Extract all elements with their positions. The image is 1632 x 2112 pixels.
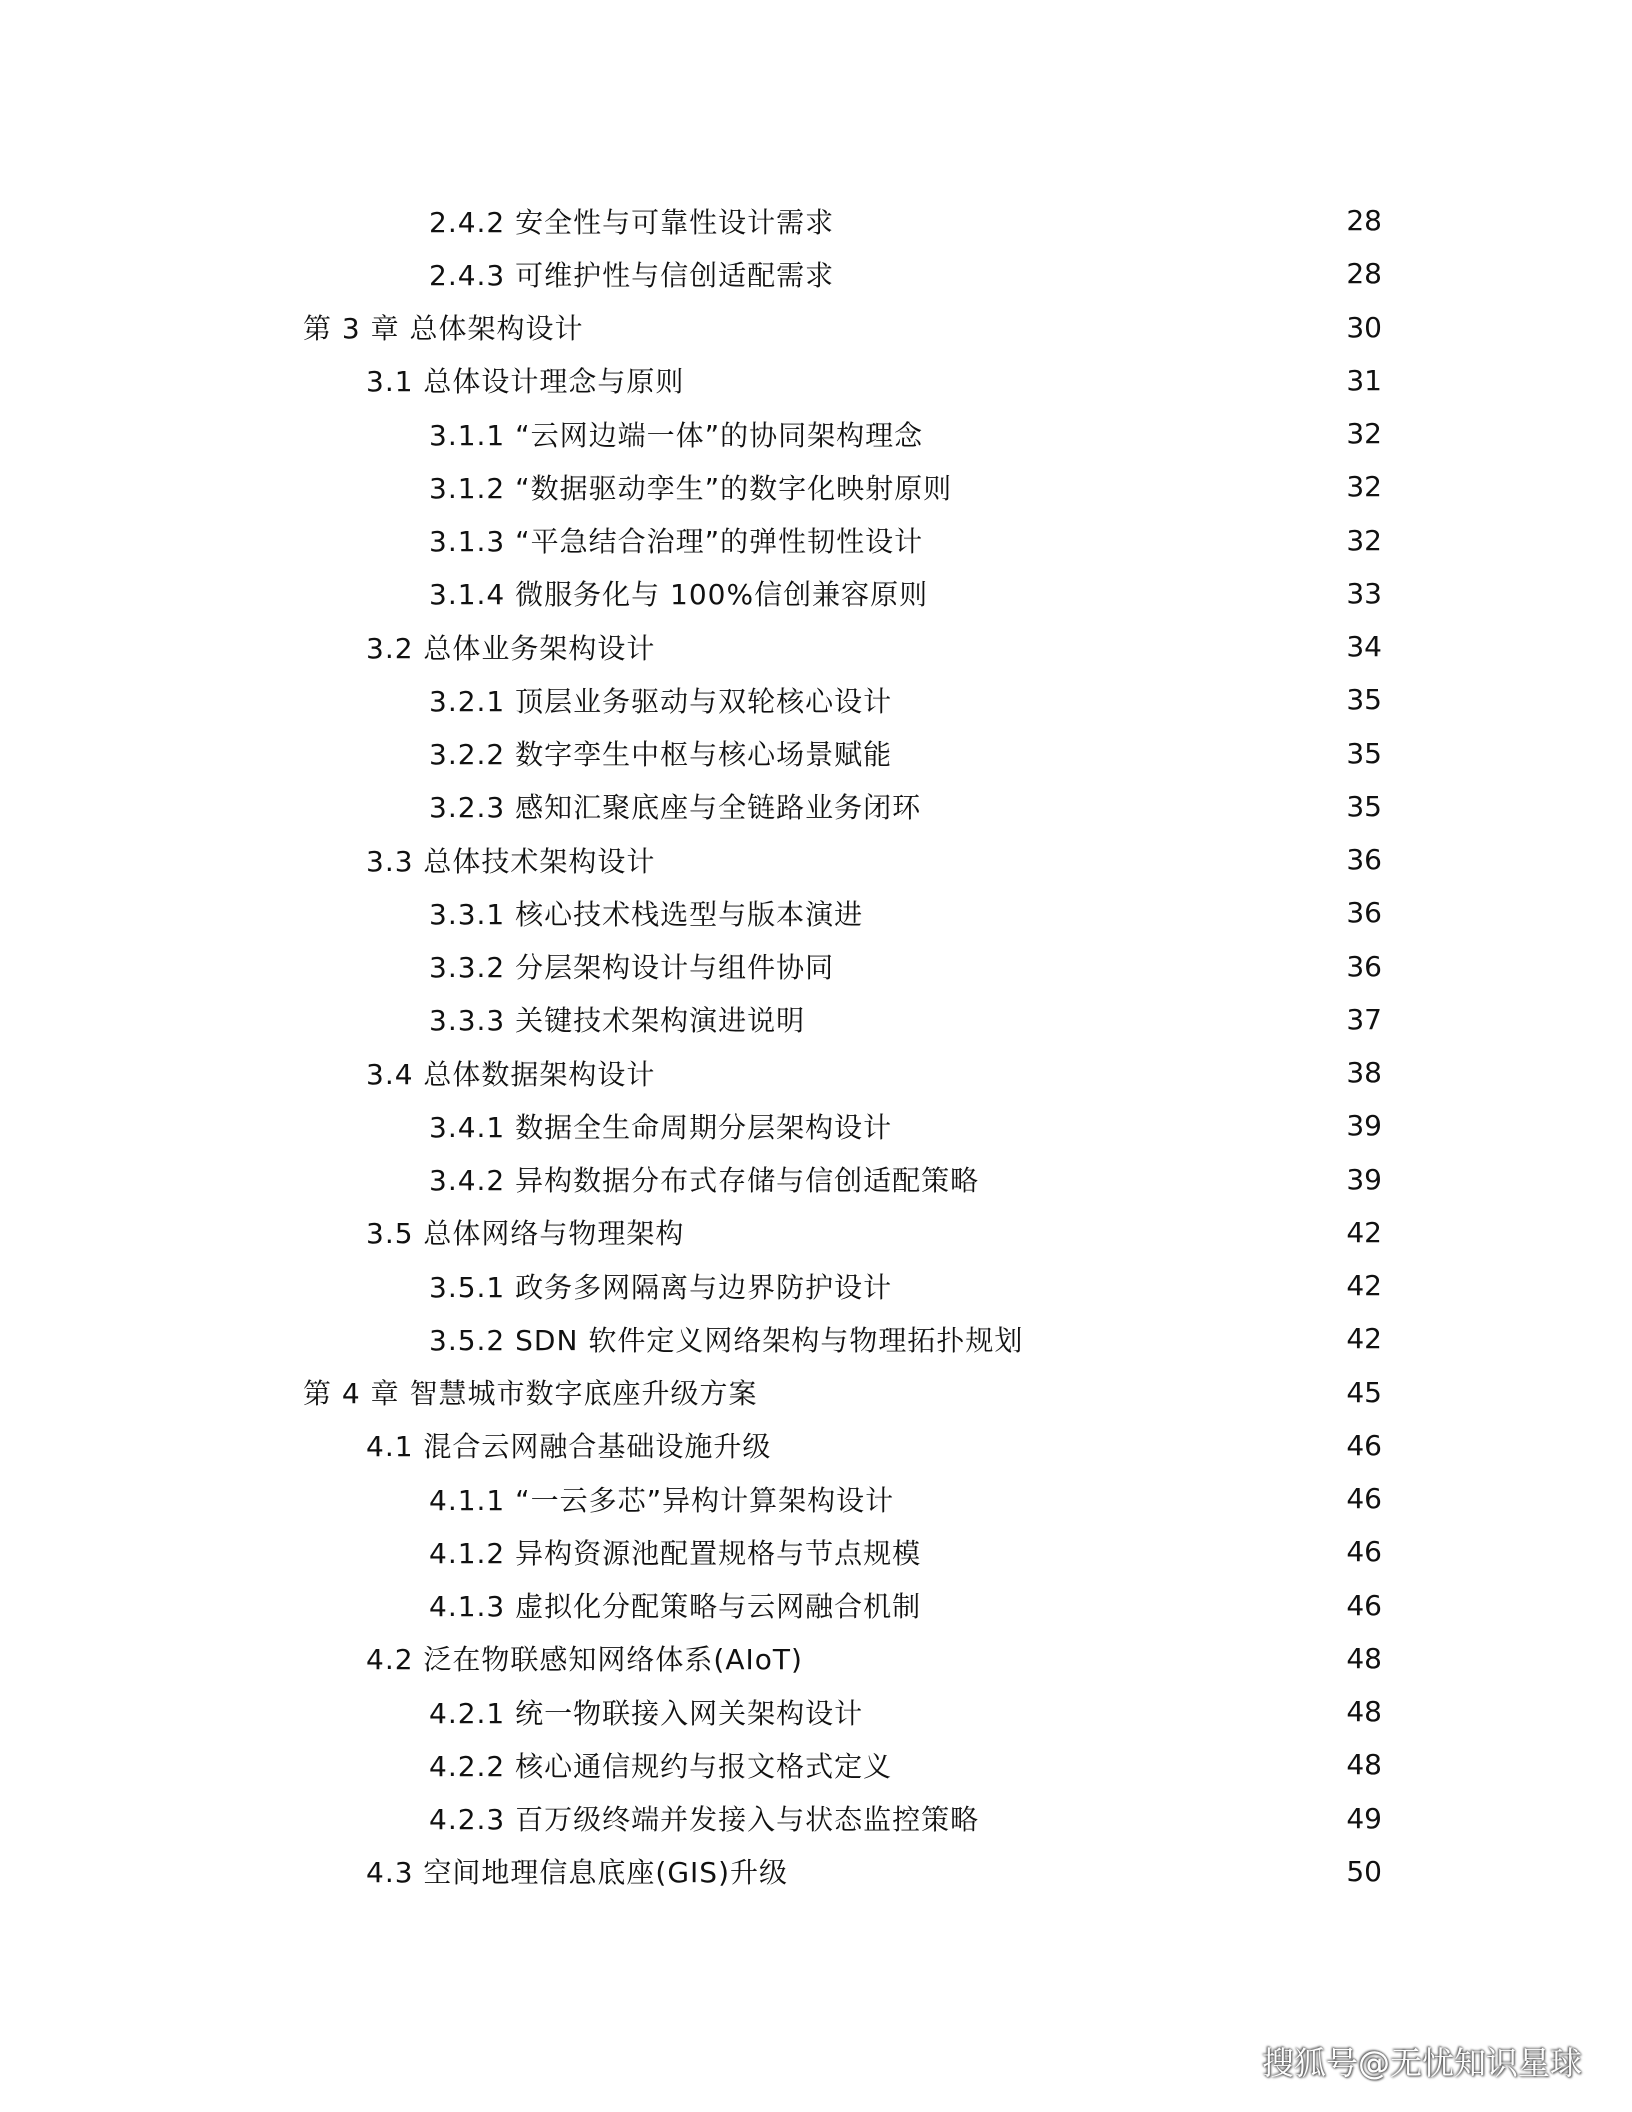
toc-entry[interactable] — [0, 886, 1632, 939]
toc-entry[interactable] — [0, 1792, 1632, 1845]
toc-entry[interactable] — [0, 1259, 1632, 1312]
toc-entry-title: 3.1.1 “云网边端一体”的协同架构理念 — [429, 418, 924, 452]
toc-entry-page-number: 39 — [1346, 1162, 1382, 1196]
toc-entry-title: 3.2 总体业务架构设计 — [366, 631, 656, 665]
toc-entry-page-number: 46 — [1346, 1588, 1382, 1622]
toc-entry-title: 4.1.3 虚拟化分配策略与云网融合机制 — [429, 1590, 922, 1624]
toc-entry-title: 4.3 空间地理信息底座(GIS)升级 — [366, 1856, 789, 1890]
toc-entry-page-number: 35 — [1346, 736, 1382, 770]
toc-dot-leader — [809, 1644, 1338, 1672]
toc-entry-page-number: 35 — [1346, 683, 1382, 717]
toc-dot-leader — [898, 1751, 1338, 1779]
toc-entry-page-number: 36 — [1346, 949, 1382, 983]
toc-entry-page-number: 35 — [1346, 789, 1382, 823]
watermark: 搜狐号@无忧知识星球 — [1262, 2044, 1583, 2082]
toc-entry[interactable] — [0, 194, 1632, 247]
toc-dot-leader — [985, 1165, 1338, 1193]
toc-entry-title: 3.4 总体数据架构设计 — [366, 1057, 656, 1091]
toc-entry-title: 4.2.1 统一物联接入网关架构设计 — [429, 1696, 864, 1730]
toc-entry-title: 3.3 总体技术架构设计 — [366, 844, 656, 878]
toc-dot-leader — [590, 313, 1339, 341]
toc-dot-leader — [929, 420, 1338, 448]
toc-entry[interactable] — [0, 1366, 1632, 1419]
toc-dot-leader — [927, 792, 1338, 820]
toc-entry-title: 3.1.3 “平急结合治理”的弹性韧性设计 — [429, 525, 924, 559]
toc-entry-title: 3.1 总体设计理念与原则 — [366, 365, 685, 399]
toc-entry-page-number: 46 — [1346, 1535, 1382, 1569]
toc-entry-title: 3.2.1 顶层业务驱动与双轮核心设计 — [429, 684, 893, 718]
toc-dot-leader — [869, 899, 1338, 927]
toc-entry-page-number: 36 — [1346, 896, 1382, 930]
toc-entry[interactable] — [0, 1738, 1632, 1791]
toc-dot-leader — [777, 1431, 1338, 1459]
toc-entry[interactable] — [0, 780, 1632, 833]
toc-entry[interactable] — [0, 567, 1632, 620]
toc-entry-page-number: 42 — [1346, 1322, 1382, 1356]
toc-dot-leader — [898, 1112, 1338, 1140]
toc-entry[interactable] — [0, 1632, 1632, 1685]
toc-dot-leader — [898, 739, 1338, 767]
toc-entry-page-number: 36 — [1346, 843, 1382, 877]
toc-dot-leader — [985, 1804, 1338, 1832]
toc-dot-leader — [811, 1005, 1338, 1033]
toc-entry-title: 3.5.2 SDN 软件定义网络架构与物理拓扑规划 — [429, 1323, 1024, 1357]
toc-dot-leader — [840, 260, 1338, 288]
toc-entry-page-number: 42 — [1346, 1215, 1382, 1249]
toc-entry-page-number: 38 — [1346, 1056, 1382, 1090]
toc-entry[interactable] — [0, 727, 1632, 780]
toc-dot-leader — [690, 366, 1338, 394]
toc-entry-title: 3.1.2 “数据驱动孪生”的数字化映射原则 — [429, 471, 953, 505]
toc-dot-leader — [929, 526, 1338, 554]
toc-dot-leader — [934, 579, 1338, 607]
toc-entry-page-number: 48 — [1346, 1695, 1382, 1729]
toc-entry-title: 3.5.1 政务多网隔离与边界防护设计 — [429, 1270, 893, 1304]
toc-entry-title: 第 4 章 智慧城市数字底座升级方案 — [303, 1377, 758, 1411]
toc-dot-leader — [927, 1538, 1338, 1566]
toc-entry-page-number: 45 — [1346, 1375, 1382, 1409]
toc-entry-title: 2.4.3 可维护性与信创适配需求 — [429, 258, 835, 292]
toc-entry-title: 2.4.2 安全性与可靠性设计需求 — [429, 205, 835, 239]
toc-entry-title: 4.1 混合云网融合基础设施升级 — [366, 1430, 772, 1464]
toc-entry[interactable] — [0, 247, 1632, 300]
toc-entry[interactable] — [0, 354, 1632, 407]
toc-entry-title: 4.1.1 “一云多芯”异构计算架构设计 — [429, 1483, 895, 1517]
toc-dot-leader — [661, 1059, 1338, 1087]
toc-entry-page-number: 48 — [1346, 1641, 1382, 1675]
toc-entry[interactable] — [0, 407, 1632, 460]
toc-entry[interactable] — [0, 1685, 1632, 1738]
toc-entry[interactable] — [0, 514, 1632, 567]
toc-entry-title: 3.3.3 关键技术架构演进说明 — [429, 1004, 806, 1038]
toc-entry-page-number: 42 — [1346, 1269, 1382, 1303]
toc-entry-title: 4.2 泛在物联感知网络体系(AIoT) — [366, 1643, 803, 1677]
toc-entry[interactable] — [0, 1419, 1632, 1472]
toc-entry-title: 4.2.3 百万级终端并发接入与状态监控策略 — [429, 1803, 980, 1837]
toc-dot-leader — [869, 1698, 1338, 1726]
toc-entry-title: 3.1.4 微服务化与 100%信创兼容原则 — [429, 578, 929, 612]
toc-dot-leader — [958, 473, 1338, 501]
toc-dot-leader — [690, 1218, 1338, 1246]
toc-entry[interactable] — [0, 1206, 1632, 1259]
toc-entry-title: 第 3 章 总体架构设计 — [303, 312, 584, 346]
toc-dot-leader — [840, 207, 1338, 235]
toc-entry-page-number: 49 — [1346, 1801, 1382, 1835]
toc-dot-leader — [900, 1485, 1338, 1513]
toc-entry-page-number: 32 — [1346, 417, 1382, 451]
toc-entry[interactable] — [0, 993, 1632, 1046]
toc-entry[interactable] — [0, 1153, 1632, 1206]
toc-entry-page-number: 33 — [1346, 576, 1382, 610]
toc-dot-leader — [764, 1378, 1339, 1406]
toc-entry-page-number: 46 — [1346, 1428, 1382, 1462]
toc-dot-leader — [1029, 1325, 1338, 1353]
toc-entry-title: 3.4.1 数据全生命周期分层架构设计 — [429, 1110, 893, 1144]
table-of-contents — [0, 194, 1632, 1898]
toc-entry-page-number: 28 — [1346, 204, 1382, 238]
toc-entry-page-number: 32 — [1346, 470, 1382, 504]
toc-entry-page-number: 28 — [1346, 257, 1382, 291]
toc-entry[interactable] — [0, 673, 1632, 726]
toc-entry-page-number: 32 — [1346, 523, 1382, 557]
toc-entry[interactable] — [0, 620, 1632, 673]
toc-entry[interactable] — [0, 1525, 1632, 1578]
toc-entry[interactable] — [0, 1845, 1632, 1898]
toc-entry-page-number: 46 — [1346, 1482, 1382, 1516]
toc-entry-page-number: 34 — [1346, 630, 1382, 664]
toc-dot-leader — [898, 1272, 1338, 1300]
toc-dot-leader — [661, 846, 1338, 874]
toc-entry-page-number: 50 — [1346, 1854, 1382, 1888]
toc-entry[interactable] — [0, 1099, 1632, 1152]
toc-dot-leader — [927, 1591, 1338, 1619]
toc-entry-page-number: 39 — [1346, 1109, 1382, 1143]
toc-entry-title: 3.4.2 异构数据分布式存储与信创适配策略 — [429, 1164, 980, 1198]
toc-entry-title: 3.2.3 感知汇聚底座与全链路业务闭环 — [429, 791, 922, 825]
toc-entry-page-number: 31 — [1346, 363, 1382, 397]
toc-entry[interactable] — [0, 1046, 1632, 1099]
toc-entry[interactable] — [0, 301, 1632, 354]
toc-entry-title: 3.2.2 数字孪生中枢与核心场景赋能 — [429, 738, 893, 772]
toc-entry-title: 3.3.2 分层架构设计与组件协同 — [429, 951, 835, 985]
toc-entry[interactable] — [0, 1472, 1632, 1525]
toc-entry-title: 3.3.1 核心技术栈选型与版本演进 — [429, 897, 864, 931]
toc-dot-leader — [794, 1857, 1338, 1885]
toc-dot-leader — [661, 633, 1338, 661]
toc-entry[interactable] — [0, 833, 1632, 886]
toc-entry-page-number: 37 — [1346, 1002, 1382, 1036]
toc-entry-title: 3.5 总体网络与物理架构 — [366, 1217, 685, 1251]
toc-entry-title: 4.2.2 核心通信规约与报文格式定义 — [429, 1749, 893, 1783]
toc-dot-leader — [840, 952, 1338, 980]
toc-entry[interactable] — [0, 940, 1632, 993]
toc-dot-leader — [898, 686, 1338, 714]
toc-entry[interactable] — [0, 1579, 1632, 1632]
toc-entry[interactable] — [0, 1312, 1632, 1365]
toc-entry[interactable] — [0, 460, 1632, 513]
toc-entry-title: 4.1.2 异构资源池配置规格与节点规模 — [429, 1536, 922, 1570]
toc-entry-page-number: 48 — [1346, 1748, 1382, 1782]
toc-entry-page-number: 30 — [1346, 310, 1382, 344]
